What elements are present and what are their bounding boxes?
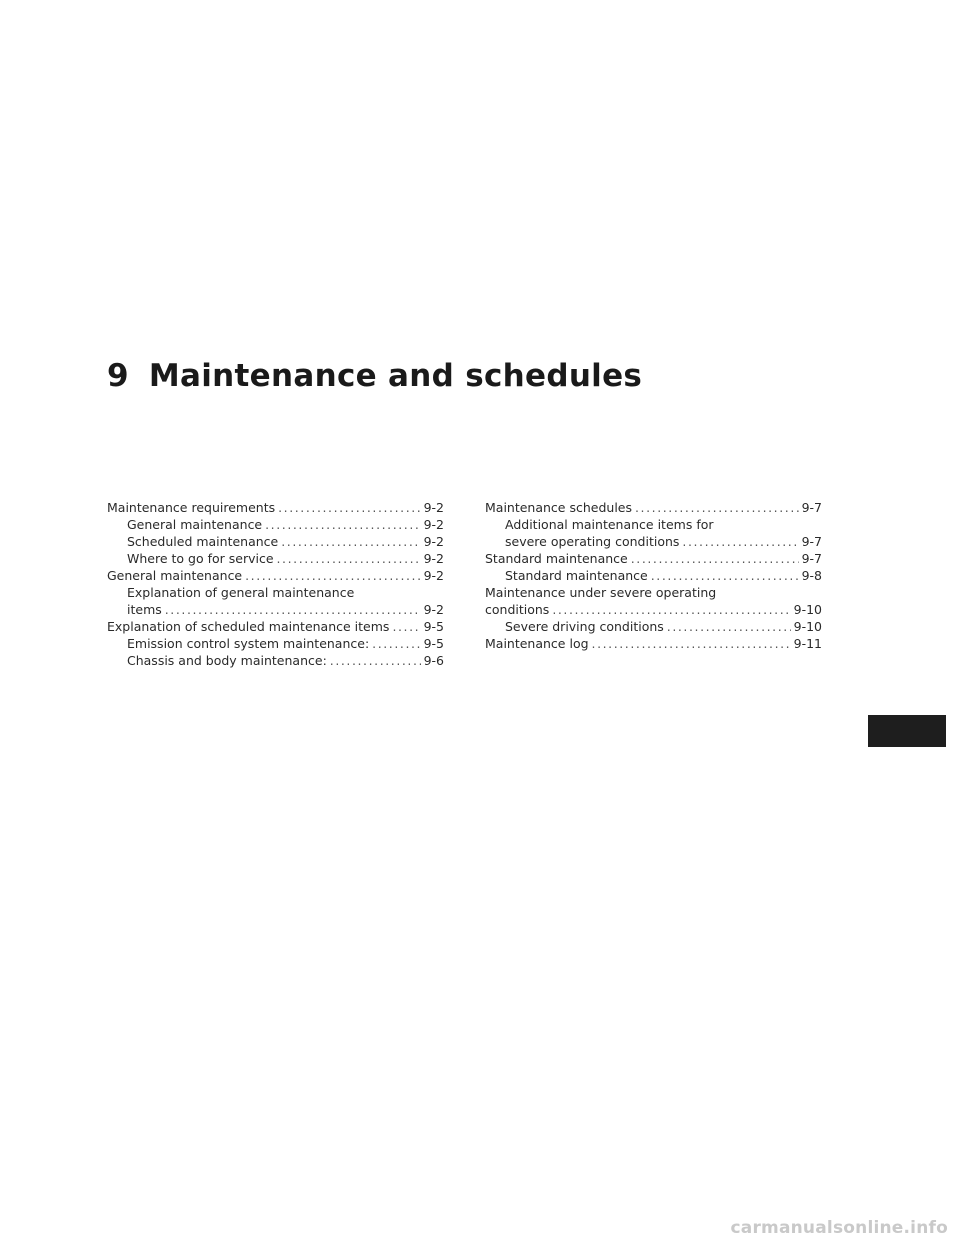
- toc-entry-title: Standard maintenance: [485, 551, 628, 566]
- toc-leader-dots: [281, 533, 420, 550]
- toc-page-number: 9-7: [801, 534, 822, 549]
- toc-page-number: 9-10: [793, 602, 822, 617]
- toc-leader-dots: [592, 635, 791, 652]
- toc-entry-title: Maintenance requirements: [107, 500, 276, 515]
- toc-leader-dots: [277, 550, 421, 567]
- toc-entry-title: Maintenance log: [485, 636, 589, 651]
- toc-entry[interactable]: [107, 533, 444, 550]
- toc-page-number: 9-2: [423, 517, 444, 532]
- toc-entry[interactable]: [485, 499, 822, 516]
- toc-page-number: 9-2: [423, 602, 444, 617]
- toc-page-number: 9-2: [423, 534, 444, 549]
- toc-page-number: 9-10: [793, 619, 822, 634]
- toc-page-number: 9-2: [423, 568, 444, 583]
- toc-right-column: [485, 499, 822, 652]
- toc-page-number: 9-6: [423, 653, 444, 668]
- toc-leader-dots: [372, 635, 420, 652]
- toc-entry-title: Maintenance schedules: [485, 500, 633, 515]
- toc-page-number: 9-8: [801, 568, 822, 583]
- toc-entry-title: Explanation of scheduled maintenance items: [107, 619, 390, 634]
- toc-entry[interactable]: [107, 635, 444, 652]
- toc-page-number: 9-7: [801, 551, 822, 566]
- chapter-title: [107, 358, 642, 394]
- toc-entry-title: severe operating conditions: [505, 534, 680, 549]
- toc-leader-dots: [330, 652, 421, 669]
- toc-entry-title: Scheduled maintenance: [127, 534, 279, 549]
- toc-entry[interactable]: [107, 516, 444, 533]
- toc-entry[interactable]: [107, 499, 444, 516]
- toc-leader-dots: [635, 499, 799, 516]
- toc-entry[interactable]: [485, 567, 822, 584]
- toc-entry-title: Chassis and body maintenance:: [127, 653, 327, 668]
- toc-entry-title-first-line: Maintenance under severe operating: [485, 585, 717, 600]
- toc-entry-title: General maintenance: [127, 517, 263, 532]
- toc-leader-dots: [667, 618, 791, 635]
- toc-entry-title: Standard maintenance: [505, 568, 648, 583]
- watermark: carmanualsonline.info: [730, 1218, 948, 1238]
- toc-leader-dots: [682, 533, 798, 550]
- toc-page-number: 9-2: [423, 500, 444, 515]
- toc-entry[interactable]: [107, 567, 444, 584]
- toc-leader-dots: [245, 567, 420, 584]
- toc-entry[interactable]: [107, 550, 444, 567]
- toc-left-column: [107, 499, 444, 669]
- toc-entry[interactable]: [485, 550, 822, 567]
- toc-page-number: 9-11: [793, 636, 822, 651]
- toc-entry-title: Where to go for service: [127, 551, 274, 566]
- toc-leader-dots: [165, 601, 421, 618]
- toc-entry-title-first-line: Additional maintenance items for: [505, 517, 714, 532]
- toc-entry-title: Severe driving conditions: [505, 619, 664, 634]
- chapter-thumb-tab: [868, 715, 946, 747]
- toc-entry-title: Emission control system maintenance:: [127, 636, 370, 651]
- toc-leader-dots: [552, 601, 790, 618]
- toc-page-number: 9-7: [801, 500, 822, 515]
- toc-entry[interactable]: [485, 584, 822, 618]
- toc-entry[interactable]: [485, 516, 822, 550]
- toc-entry[interactable]: [107, 652, 444, 669]
- toc-page-number: 9-5: [423, 619, 444, 634]
- toc-leader-dots: [651, 567, 799, 584]
- toc-entry[interactable]: [107, 618, 444, 635]
- toc-page-number: 9-2: [423, 551, 444, 566]
- toc-page-number: 9-5: [423, 636, 444, 651]
- toc-entry[interactable]: [107, 584, 444, 618]
- toc-leader-dots: [265, 516, 420, 533]
- toc-entry[interactable]: [485, 635, 822, 652]
- toc-leader-dots: [278, 499, 420, 516]
- toc-entry-title-first-line: Explanation of general maintenance: [127, 585, 355, 600]
- toc-entry-title: items: [127, 602, 162, 617]
- chapter-title-text: Maintenance and schedules: [148, 358, 643, 394]
- toc-entry-title: conditions: [485, 602, 550, 617]
- chapter-number: 9: [107, 358, 129, 394]
- toc-leader-dots: [392, 618, 420, 635]
- toc-entry-title: General maintenance: [107, 568, 243, 583]
- toc-leader-dots: [631, 550, 799, 567]
- toc-entry[interactable]: [485, 618, 822, 635]
